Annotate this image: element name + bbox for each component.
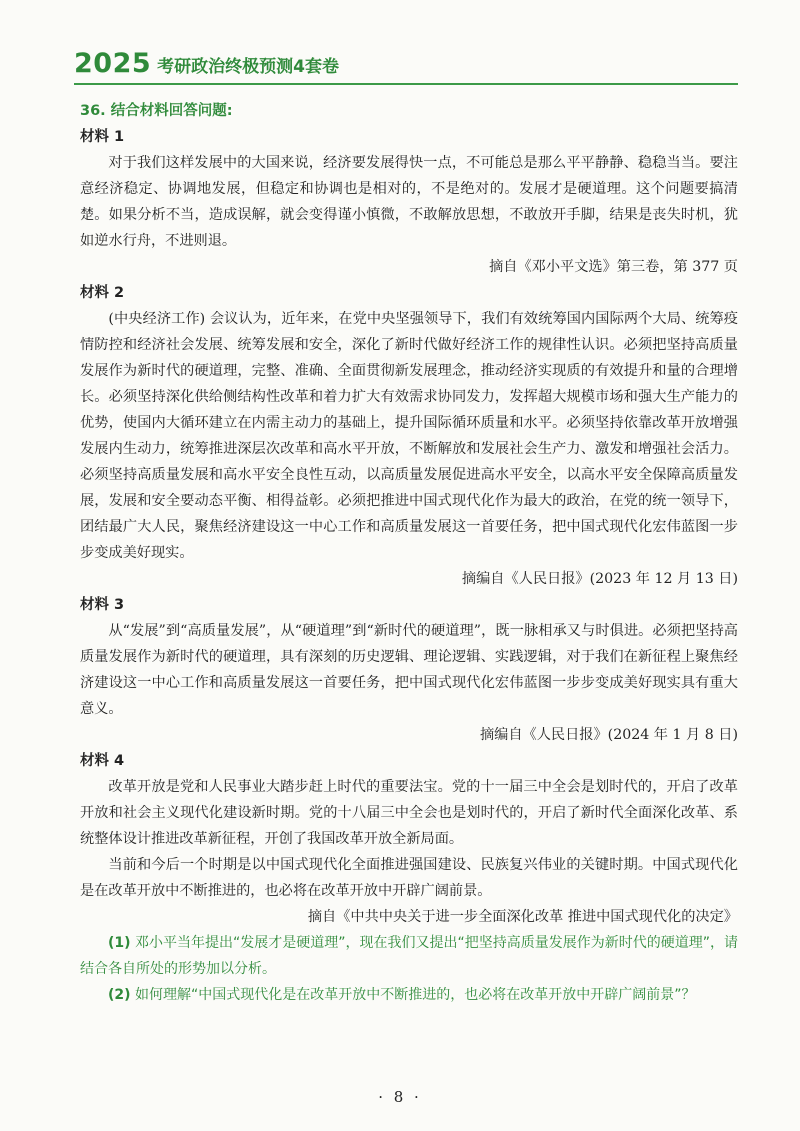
sub-question-number: (1) [108,935,131,951]
material-3 [80,592,738,748]
material-paragraph: 改革开放是党和人民事业大踏步赶上时代的重要法宝。党的十一届三中全会是划时代的，开启了改革开放和社会主义现代化建设新时期。党的十八届三中全会也是划时代的，开启了新时代全面深化改革、系统整体设计推进改革新征程，开创了我国改革开放全新局面。 [80,779,738,847]
header-divider [74,83,738,85]
page-header [74,48,339,79]
sub-question-2 [80,982,738,1008]
material-paragraph: 当前和今后一个时期是以中国式现代化全面推进强国建设、民族复兴伟业的关键时期。中国式现代化是在改革开放中不断推进的，也必将在改革开放中开辟广阔前景。 [80,857,738,899]
page-number: · 8 · [378,1088,422,1106]
material-label: 材料 2 [80,285,125,301]
material-label: 材料 3 [80,597,125,613]
header-title: 考研政治终极预测4套卷 [157,57,339,77]
sub-question-number: (2) [108,987,131,1003]
material-source: 摘编自《人民日报》(2024 年 1 月 8 日) [479,727,738,743]
material-paragraph: 对于我们这样发展中的大国来说，经济要发展得快一点，不可能总是那么平平静静、稳稳当当。要注意经济稳定、协调地发展，但稳定和协调也是相对的，不是绝对的。发展才是硬道理。这个问题要搞清楚。如果分析不当，造成误解，就会变得谨小慎微，不敢解放思想，不敢放开手脚，结果是丧失时机，犹如逆水行舟，不进则退。 [80,155,738,249]
sub-question-text: 如何理解“中国式现代化是在改革开放中不断推进的，也必将在改革开放中开辟广阔前景”？ [135,987,696,1003]
material-paragraph: 从“发展”到“高质量发展”，从“硬道理”到“新时代的硬道理”，既一脉相承又与时俱进。必须把坚持高质量发展作为新时代的硬道理，具有深刻的历史逻辑、理论逻辑、实践逻辑，对于我们在新征程上聚焦经济建设这一中心工作和高质量发展这一首要任务，把中国式现代化宏伟蓝图一步步变成美好现实具有重大意义。 [80,623,738,717]
material-2 [80,280,738,592]
question-content [80,98,738,1008]
material-source: 摘自《邓小平文选》第三卷，第 377 页 [489,259,738,275]
header-year: 2025 [74,48,152,79]
material-source: 摘自《中共中央关于进一步全面深化改革 推进中国式现代化的决定》 [307,909,738,925]
question-title: 36. 结合材料回答问题: [80,103,233,119]
material-source: 摘编自《人民日报》(2023 年 12 月 13 日) [461,571,738,587]
material-4 [80,748,738,930]
material-paragraph: (中央经济工作) 会议认为，近年来，在党中央坚强领导下，我们有效统筹国内国际两个大局、统筹疫情防控和经济社会发展、统筹发展和安全，深化了新时代做好经济工作的规律性认识。必须把坚持高质量发展作为新时代的硬道理，完整、准确、全面贯彻新发展理念，推动经济实现质的有效提升和量的合理增长。必须坚持深化供给侧结构性改革和着力扩大有效需求协同发力，发挥超大规模市场和强大生产能力的优势，使国内大循环建立在内需主动力的基础上，提升国际循环质量和水平。必须坚持依靠改革开放增强发展内生动力，统筹推进深层次改革和高水平开放，不断解放和发展社会生产力、激发和增强社会活力。必须坚持高质量发展和高水平安全良性互动，以高质量发展促进高水平安全，以高水平安全保障高质量发展，发展和安全要动态平衡、相得益彰。必须把推进中国式现代化作为最大的政治，在党的统一领导下，团结最广大人民，聚焦经济建设这一中心工作和高质量发展这一首要任务，把中国式现代化宏伟蓝图一步步变成美好现实。 [80,311,738,561]
sub-question-1 [80,930,738,982]
material-label: 材料 1 [80,129,125,145]
material-1 [80,124,738,280]
sub-question-text: 邓小平当年提出“发展才是硬道理”，现在我们又提出“把坚持高质量发展作为新时代的硬道理”，请结合各自所处的形势加以分析。 [80,935,739,977]
material-label: 材料 4 [80,753,125,769]
